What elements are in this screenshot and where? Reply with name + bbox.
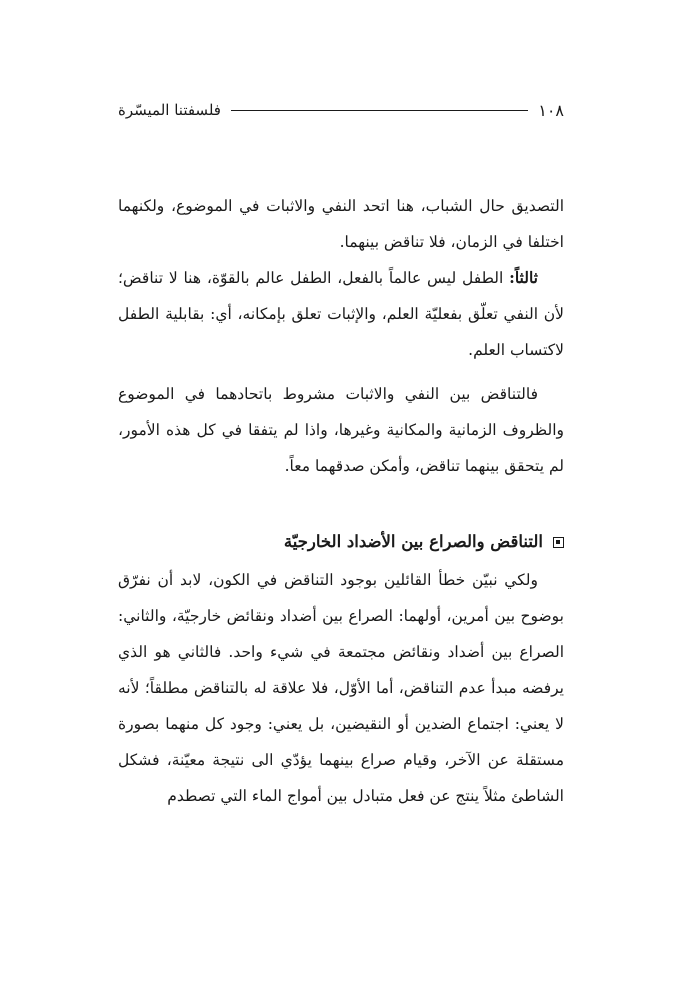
paragraph-2 bbox=[118, 260, 564, 368]
book-title: فلسفتنا الميسّرة bbox=[118, 101, 221, 119]
page-number: ١٠٨ bbox=[538, 100, 564, 120]
paragraph-2-lead: ثالثاً: bbox=[509, 268, 538, 287]
running-header bbox=[118, 96, 564, 124]
paragraph-3: فالتناقض بين النفي والاثبات مشروط باتحادهما في الموضوع والظروف الزمانية والمكانية وغيرها، واذا لم يتفقا في كل هذه الأمور، لم يتحقق بينهما تناقض، وأمكن صدقهما معاً. bbox=[118, 385, 564, 475]
paragraph-2-text: الطفل ليس عالماً بالفعل، الطفل عالم بالقوّة، هنا لا تناقض؛ لأن النفي تعلّق بفعليّة العلم، والإثبات تعلق بإمكانه، أي: بقابلية الطفل لاكتساب العلم. bbox=[118, 269, 564, 359]
paragraph-4: ولكي نبيّن خطأ القائلين بوجود التناقض في الكون، لابد أن نفرّق بوضوح بين أمرين، أولهما: الصراع بين أضداد ونقائض خارجيّة، والثاني: الصراع بين أضداد ونقائض مجتمعة في شيء واحد. فالثاني هو الذي يرفضه مبدأ عدم التناقض، أما الأوّل، فلا علاقة له بالتناقض مطلقاً؛ لأنه لا يعني: اجتماع الضدين أو النقيضين، بل يعني: وجود كل منهما بصورة مستقلة عن الآخر، وقيام صراع بينهما يؤدّي الى نتيجة معيّنة، فشكل الشاطئ مثلاً ينتج عن فعل متبادل بين أمواج الماء التي تصطدم bbox=[118, 571, 564, 805]
header-rule bbox=[231, 110, 528, 111]
section-heading-text: التناقض والصراع بين الأضداد الخارجيّة bbox=[283, 532, 543, 551]
section-heading bbox=[118, 522, 564, 562]
spacer bbox=[118, 368, 564, 376]
section-spacer bbox=[118, 484, 564, 522]
paragraph-1: التصديق حال الشباب، هنا اتحد النفي والاثبات في الموضوع، ولكنهما اختلفا في الزمان، فلا تناقض بينهما. bbox=[118, 197, 564, 251]
page-body bbox=[118, 188, 564, 814]
square-bullet-icon bbox=[553, 537, 564, 548]
